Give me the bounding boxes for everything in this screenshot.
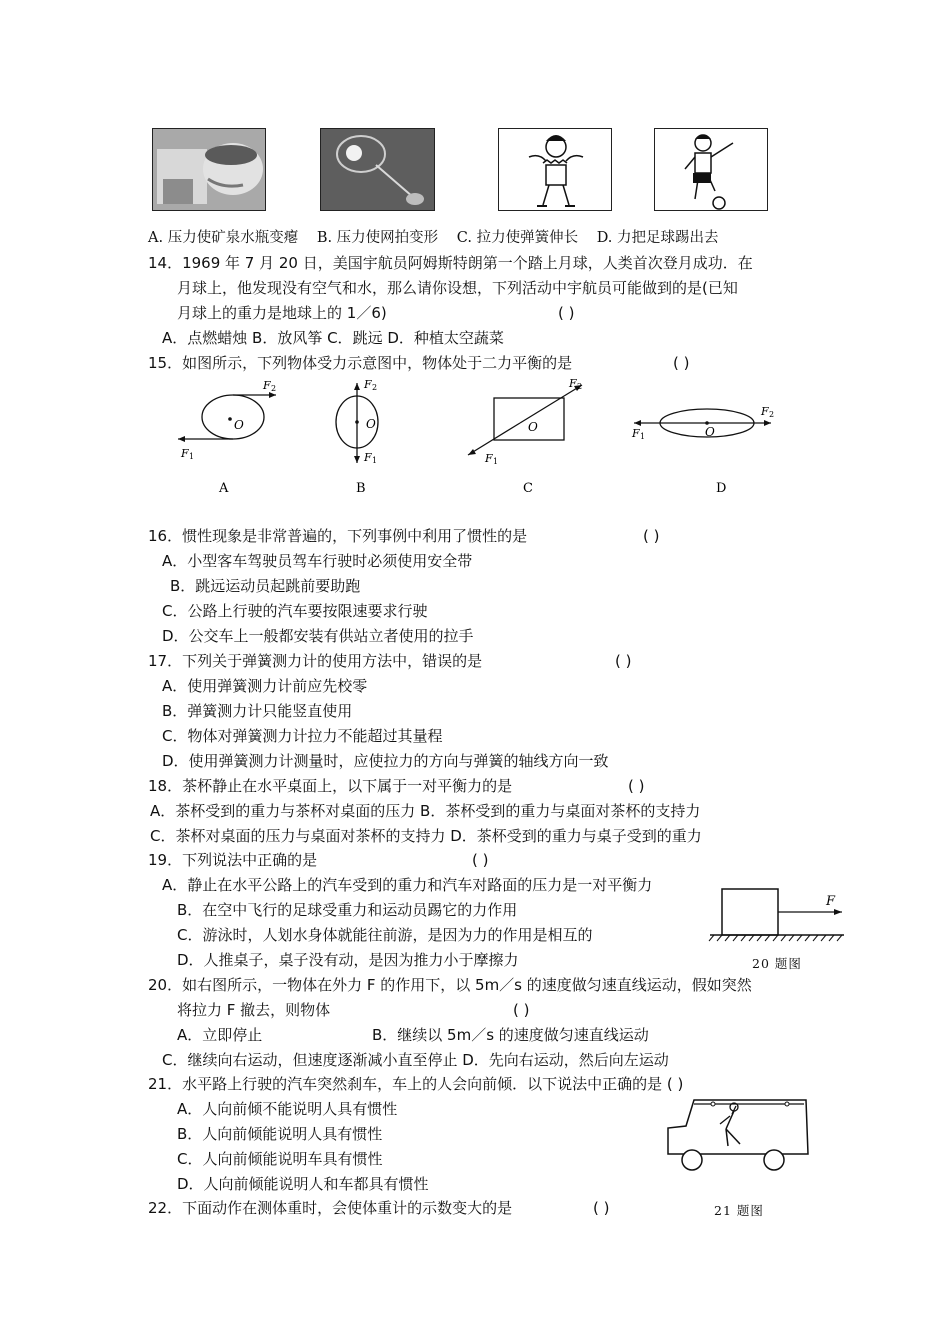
q15-d-f1-sub: 1 [640, 432, 646, 441]
q19-option-a: A．静止在水平公路上的汽车受到的重力和汽车对路面的压力是一对平衡力 [162, 876, 653, 894]
q14-line2: 月球上，他发现没有空气和水，那么请你设想，下列活动中宇航员可能做到的是(已知 [177, 279, 738, 297]
q15-bracket: ( ) [673, 354, 690, 372]
q15-line1: 15．如图所示，下列物体受力示意图中，物体处于二力平衡的是 [148, 354, 573, 372]
photo-water-bottle [152, 128, 266, 211]
q15-a-f2-sub: 2 [271, 384, 277, 393]
q14-options: A．点燃蜡烛 B．放风筝 C．跳远 D．种植太空蔬菜 [162, 329, 504, 347]
q17-option-a: A．使用弹簧测力计前应先校零 [162, 677, 368, 695]
drawing-spring [498, 128, 612, 211]
q22-line1: 22．下面动作在测体重时，会使体重计的示数变大的是 [148, 1199, 513, 1217]
drawing-football [654, 128, 768, 211]
q15-c-f1-sub: 1 [493, 457, 499, 466]
q20-bracket: ( ) [513, 1001, 530, 1019]
q15-a-f1-label: F [181, 447, 189, 460]
q15-b-f2-sub: 2 [372, 383, 378, 392]
photo-racket [320, 128, 435, 211]
q14-line1: 14．1969 年 7 月 20 日，美国宇航员阿姆斯特朗第一个踏上月球，人类首次登月成功．在 [148, 254, 753, 272]
q15-a-f2-label: F [263, 379, 271, 392]
q15-force-diagrams [150, 375, 790, 500]
q21-option-a: A．人向前倾不能说明人具有惯性 [177, 1100, 398, 1118]
q15-c-f2-sub: 2 [577, 382, 583, 391]
q17-option-d: D．使用弹簧测力计测量时，应使拉力的方向与弹簧的轴线方向一致 [162, 752, 609, 770]
q20-line1: 20．如右图所示，一物体在外力 F 的作用下，以 5m／s 的速度做匀速直线运动，假如突然 [148, 976, 752, 994]
q15-label-b: B [356, 481, 366, 496]
q16-option-b: B．跳远运动员起跳前要助跑 [170, 577, 361, 595]
caption-d: D. 力把足球踢出去 [596, 230, 719, 246]
q15-c-f2-label: F [569, 377, 577, 390]
q20-option-b: B．继续以 5m／s 的速度做匀速直线运动 [372, 1026, 649, 1044]
q17-option-c: C．物体对弹簧测力计拉力不能超过其量程 [162, 727, 443, 745]
q15-b-f2-label: F [364, 378, 372, 391]
q14-bracket: ( ) [558, 304, 575, 322]
q19-option-b: B．在空中飞行的足球受重力和运动员踢它的力作用 [177, 901, 518, 919]
top-image-captions [148, 228, 733, 248]
q15-a-o-label: O [234, 418, 244, 432]
q15-d-f1-label: F [632, 427, 640, 440]
q20-option-a: A．立即停止 [177, 1026, 263, 1044]
caption-c: C. 拉力使弹簧伸长 [456, 230, 579, 246]
fig20-block-diagram [708, 884, 848, 944]
q18-option-cd: C．茶杯对桌面的压力与桌面对茶杯的支持力 D．茶杯受到的重力与桌子受到的重力 [150, 827, 702, 845]
q15-label-a: A [219, 481, 229, 496]
q22-bracket: ( ) [593, 1199, 610, 1217]
q21-option-c: C．人向前倾能说明车具有惯性 [177, 1150, 383, 1168]
q20-line2: 将拉力 F 撤去，则物体 [177, 1001, 331, 1019]
q21-option-b: B．人向前倾能说明人具有惯性 [177, 1125, 383, 1143]
q17-option-b: B．弹簧测力计只能竖直使用 [162, 702, 353, 720]
q17-bracket: ( ) [615, 652, 632, 670]
q19-bracket: ( ) [472, 851, 489, 869]
q20-option-cd: C．继续向右运动，但速度逐渐减小直至停止 D．先向右运动，然后向左运动 [162, 1051, 669, 1069]
fig20-force-label: F [826, 894, 836, 909]
q15-a-f1-sub: 1 [189, 452, 195, 461]
q19-option-c: C．游泳时，人划水身体就能往前游，是因为力的作用是相互的 [177, 926, 593, 944]
q18-option-ab: A．茶杯受到的重力与茶杯对桌面的压力 B．茶杯受到的重力与桌面对茶杯的支持力 [150, 802, 701, 820]
q15-label-d: D [716, 481, 727, 496]
q15-c-f1-label: F [485, 452, 493, 465]
q16-option-d: D．公交车上一般都安装有供站立者使用的拉手 [162, 627, 474, 645]
q21-option-d: D．人向前倾能说明人和车都具有惯性 [177, 1175, 429, 1193]
q21-line1: 21．水平路上行驶的汽车突然刹车，车上的人会向前倾．以下说法中正确的是 ( ) [148, 1075, 684, 1093]
q14-line3: 月球上的重力是地球上的 1／6) [177, 304, 387, 322]
caption-b: B. 压力使网拍变形 [316, 230, 439, 246]
fig20-caption: 20 题图 [752, 956, 802, 971]
q15-label-c: C [523, 481, 533, 496]
q15-b-o-label: O [366, 417, 376, 431]
q15-b-f1-label: F [364, 451, 372, 464]
q15-c-o-label: O [528, 420, 538, 434]
caption-a: A. 压力使矿泉水瓶变瘪 [148, 230, 299, 246]
q15-b-f1-sub: 1 [372, 456, 378, 465]
fig21-bus-diagram [664, 1094, 814, 1174]
q17-line1: 17．下列关于弹簧测力计的使用方法中，错误的是 [148, 652, 483, 670]
q18-line1: 18．茶杯静止在水平桌面上，以下属于一对平衡力的是 [148, 777, 513, 795]
q19-option-d: D．人推桌子，桌子没有动，是因为推力小于摩擦力 [177, 951, 519, 969]
q15-d-f2-sub: 2 [769, 410, 775, 419]
q15-d-f2-label: F [761, 405, 769, 418]
q15-d-o-label: O [705, 425, 715, 439]
q16-option-a: A．小型客车驾驶员驾车行驶时必须使用安全带 [162, 552, 473, 570]
q16-line1: 16．惯性现象是非常普遍的，下列事例中利用了惯性的是 [148, 527, 528, 545]
q19-line1: 19．下列说法中正确的是 [148, 851, 318, 869]
q16-option-c: C．公路上行驶的汽车要按限速要求行驶 [162, 602, 428, 620]
q18-bracket: ( ) [628, 777, 645, 795]
fig21-caption: 21 题图 [714, 1203, 764, 1218]
q16-bracket: ( ) [643, 527, 660, 545]
